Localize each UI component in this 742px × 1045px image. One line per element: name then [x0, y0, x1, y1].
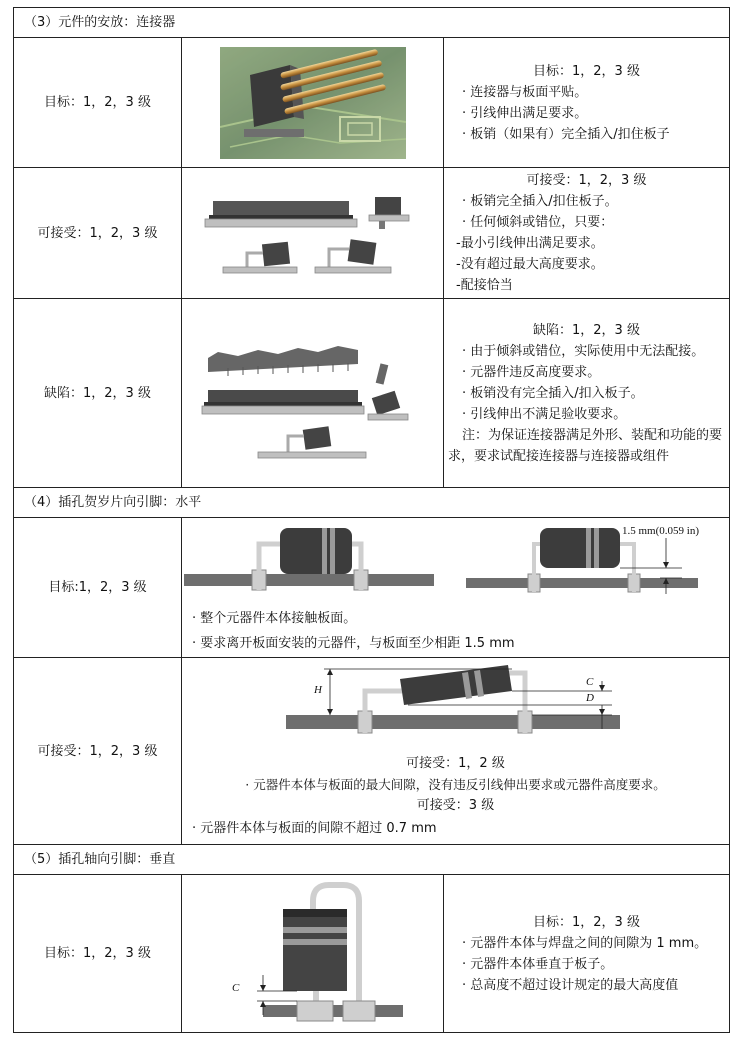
row-description	[444, 38, 730, 168]
vertical-mount-diagram	[213, 879, 413, 1029]
row-label: 目标：1，2，3 级	[14, 875, 182, 1033]
section-header-5	[14, 845, 730, 875]
connector-acceptable-diagram	[203, 183, 423, 283]
section-title: （5）插孔轴向引脚：垂直	[14, 845, 730, 875]
desc-line: · 整个元器件本体接触板面。	[192, 610, 357, 626]
desc-line: · 元器件本体与板面的最大间隙，没有违反引线伸出要求或元器件高度要求。	[245, 777, 666, 792]
desc-line: -配接恰当	[456, 278, 513, 293]
connector-defect-diagram	[198, 318, 428, 468]
table-row	[14, 658, 730, 845]
desc-line: · 要求离开板面安装的元器件，与板面至少相距 1.5 mm	[192, 635, 515, 651]
desc-line: 可接受：1，2，3 级	[526, 173, 647, 188]
row-description	[444, 299, 730, 488]
desc-line: · 引线伸出不满足验收要求。	[462, 406, 627, 422]
desc-line: · 任何倾斜或错位，只要：	[462, 215, 614, 230]
desc-line: 缺陷：1，2，3 级	[533, 322, 640, 338]
row-label: 缺陷：1，2，3 级	[14, 299, 182, 488]
section-title: （4）插孔贺岁片向引脚：水平	[14, 488, 730, 518]
vertical-mount-cell: C	[182, 875, 444, 1033]
row-description	[444, 168, 730, 299]
desc-line: · 板销（如果有）完全插入/扣住板子	[462, 126, 670, 142]
section-title: （3）元件的安放：连接器	[14, 8, 730, 38]
desc-line: 目标：1，2，3 级	[533, 63, 640, 79]
connector-photo	[182, 38, 444, 168]
connector-photo-image	[220, 47, 406, 159]
desc-line: · 板销完全插入/扣住板子。	[462, 194, 618, 209]
desc-line: · 元器件违反高度要求。	[462, 364, 601, 380]
row-label: 目标:1，2，3 级	[14, 518, 182, 658]
tilted-mount-cell: H C D 可接受：1，2 级 · 元器件本体与板面的最大间隙，没有违反引线伸出要求或元器件高度要求。 可接受：3 级 · 元器件本体与板面的间隙不超过 0.7 mm	[182, 658, 730, 845]
tilted-mount-diagram	[182, 661, 730, 753]
table-row	[14, 38, 730, 168]
desc-line: · 元器件本体垂直于板子。	[462, 956, 614, 972]
desc-line: 可接受：1，2 级	[406, 756, 505, 771]
table-row	[14, 875, 730, 1033]
spec-sheet	[13, 7, 729, 1034]
desc-line: · 连接器与板面平贴。	[462, 84, 588, 100]
row-label: 可接受：1，2，3 级	[14, 168, 182, 299]
desc-line: -没有超过最大高度要求。	[456, 257, 604, 272]
desc-line: · 元器件本体与焊盘之间的间隙为 1 mm。	[462, 935, 708, 951]
desc-line: -最小引线伸出满足要求。	[456, 236, 604, 251]
connector-tilt-figure	[182, 168, 444, 299]
desc-note: 注：为保证连接器满足外形、装配和功能的要求，要求试配接连接器与连接器或组件	[448, 427, 723, 464]
table-row	[14, 168, 730, 299]
desc-line: · 总高度不超过设计规定的最大高度值	[462, 977, 679, 993]
inspection-table	[13, 7, 730, 1033]
desc-line: · 元器件本体与板面的间隙不超过 0.7 mm	[192, 821, 437, 836]
desc-line: · 引线伸出满足要求。	[462, 105, 588, 121]
row-description	[444, 875, 730, 1033]
section-header-4	[14, 488, 730, 518]
desc-line: · 由于倾斜或错位，实际使用中无法配接。	[462, 343, 705, 359]
table-row	[14, 518, 730, 658]
row-label: 可接受：1，2，3 级	[14, 658, 182, 845]
desc-line: 可接受：3 级	[416, 798, 495, 813]
desc-line: · 板销没有完全插入/扣入板子。	[462, 385, 644, 401]
section-header-3	[14, 8, 730, 38]
table-row	[14, 299, 730, 488]
horizontal-mount-cell: 1.5 mm(0.059 in) · 整个元器件本体接触板面。 · 要求离开板面安装的元器件，与板面至少相距 1.5 mm	[182, 518, 730, 658]
desc-line: 目标：1，2，3 级	[533, 914, 640, 930]
row-label: 目标：1，2，3 级	[14, 38, 182, 168]
connector-defect-figure	[182, 299, 444, 488]
